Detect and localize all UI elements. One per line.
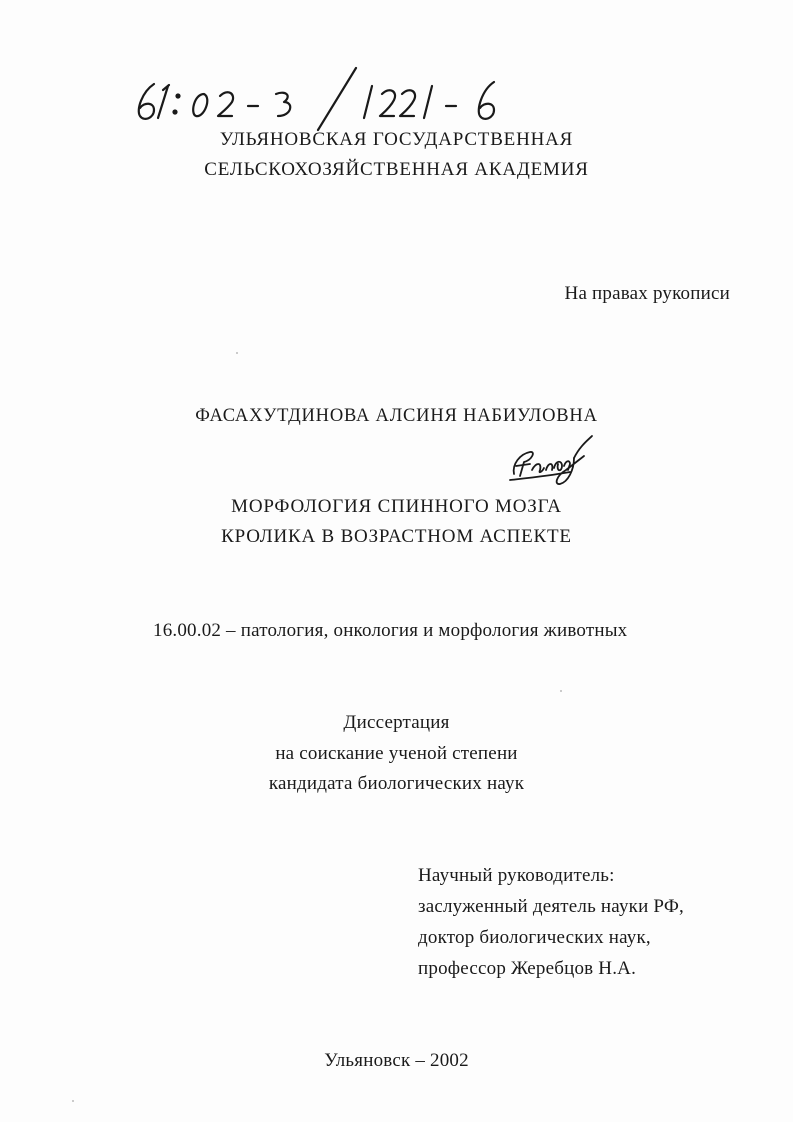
supervisor-line-2: заслуженный деятель науки РФ,	[418, 896, 684, 917]
institution-line-2: СЕЛЬСКОХОЗЯЙСТВЕННАЯ АКАДЕМИЯ	[204, 159, 589, 180]
manuscript-rights: На правах рукописи	[564, 283, 730, 304]
dissertation-line-1: Диссертация	[343, 712, 450, 733]
supervisor-line-3: доктор биологических наук,	[418, 927, 651, 948]
dissertation-line-3: кандидата биологических наук	[268, 773, 525, 794]
title-line-1: МОРФОЛОГИЯ СПИННОГО МОЗГА	[231, 496, 562, 517]
title-line-2: КРОЛИКА В ВОЗРАСТНОМ АСПЕКТЕ	[221, 526, 572, 547]
supervisor-line-4: профессор Жеребцов Н.А.	[418, 958, 637, 979]
author-name: ФАСАХУТДИНОВА АЛСИНЯ НАБИУЛОВНА	[195, 406, 598, 426]
scan-speck	[72, 1100, 74, 1102]
institution-line-1: УЛЬЯНОВСКАЯ ГОСУДАРСТВЕННАЯ	[219, 129, 574, 150]
specialty-code: 16.00.02 – патология, онкология и морфология животных	[153, 620, 628, 641]
scan-speck	[236, 352, 238, 354]
author-signature	[508, 430, 598, 486]
archive-code-handwriting	[132, 62, 532, 132]
scan-speck	[560, 690, 562, 692]
dissertation-line-2: на соискание ученой степени	[275, 743, 518, 764]
supervisor-line-1: Научный руководитель:	[418, 865, 615, 886]
footer-city-year: Ульяновск – 2002	[324, 1050, 469, 1071]
